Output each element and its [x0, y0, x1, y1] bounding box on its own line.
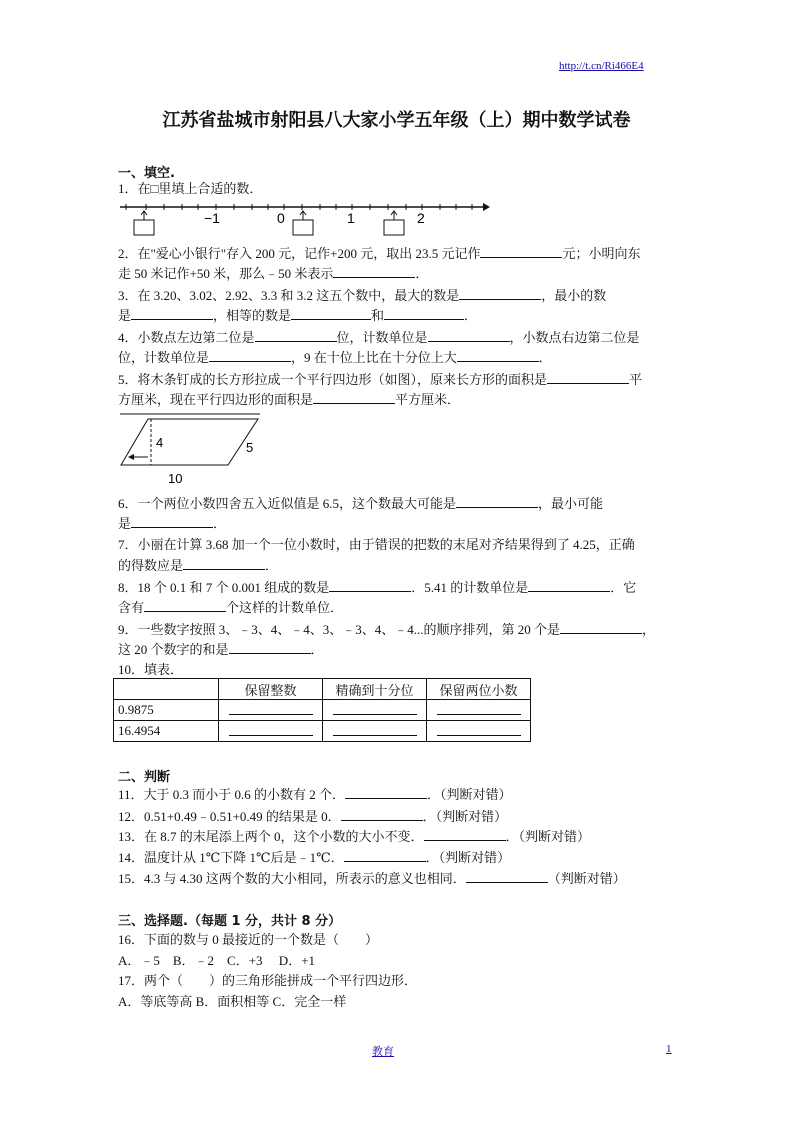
table-header-cell: 保留整数	[219, 679, 323, 700]
table-row	[114, 721, 531, 742]
header-url-link[interactable]: http://t.cn/Ri466E4	[559, 60, 644, 72]
answer-blank[interactable]	[341, 806, 423, 821]
section-heading-choice: 三、选择题.（每题 1 分，共计 8 分）	[118, 914, 342, 929]
table-row-label: 16.4954	[114, 721, 219, 742]
question-3-line-2: 是 ，相等的数是 和 ．	[118, 305, 477, 326]
question-12: 12．0.51+0.49﹣0.51+0.49 的结果是 0． ．（判断对错）	[118, 806, 507, 827]
answer-blank[interactable]	[333, 702, 417, 715]
answer-blank[interactable]	[437, 702, 521, 715]
rounding-table	[113, 678, 531, 742]
number-line-label-1: 1	[347, 210, 355, 226]
answer-blank[interactable]	[255, 327, 337, 342]
question-5-line-1: 5．将木条钉成的长方形拉成一个平行四边形（如图），原来长方形的面积是 平	[118, 369, 642, 390]
answer-blank[interactable]	[229, 702, 313, 715]
question-4-line-2: 位，计数单位是 ，9 在十位上比在十分位上大 ．	[118, 347, 552, 368]
question-13: 13．在 8.7 的末尾添上两个 0，这个小数的大小不变． ．（判断对错）	[118, 826, 590, 847]
answer-blank[interactable]	[291, 305, 371, 320]
answer-blank[interactable]	[131, 305, 213, 320]
answer-blank[interactable]	[209, 347, 291, 362]
answer-blank[interactable]	[144, 597, 226, 612]
answer-blank[interactable]	[229, 639, 311, 654]
answer-blank[interactable]	[547, 369, 629, 384]
question-4-line-1: 4．小数点左边第二位是 位，计数单位是 ，小数点右边第二位是	[118, 327, 640, 348]
number-line-label-neg1: −1	[204, 210, 220, 226]
page-number: 1	[666, 1043, 672, 1055]
answer-blank[interactable]	[229, 723, 313, 736]
answer-blank[interactable]	[528, 577, 610, 592]
question-2-line-1: 2．在"爱心小银行"存入 200 元，记作+200 元，取出 23.5 元记作 元；小明向东	[118, 243, 640, 264]
table-header-cell: 保留两位小数	[427, 679, 531, 700]
side-label: 5	[246, 440, 254, 455]
footer-link[interactable]: 教育	[372, 1046, 394, 1058]
answer-box-3	[384, 220, 404, 235]
question-14: 14．温度计从 1℃下降 1℃后是﹣1℃． ．（判断对错）	[118, 847, 510, 868]
answer-blank[interactable]	[456, 493, 538, 508]
base-label: 10	[168, 471, 183, 486]
parallelogram-shape	[121, 419, 258, 465]
table-header-cell	[114, 679, 219, 700]
table-row	[114, 700, 531, 721]
question-8-line-2: 含有 个这样的计数单位．	[118, 597, 343, 618]
answer-blank[interactable]	[480, 243, 562, 258]
answer-blank[interactable]	[424, 826, 506, 841]
page-title: 江苏省盐城市射阳县八大家小学五年级（上）期中数学试卷	[162, 110, 631, 131]
answer-blank[interactable]	[459, 285, 541, 300]
answer-blank[interactable]	[560, 619, 642, 634]
question-3-line-1: 3．在 3.20、3.02、2.92、3.3 和 3.2 这五个数中，最大的数是 ，最小的数	[118, 285, 606, 306]
question-9-line-2: 这 20 个数字的和是 ．	[118, 639, 324, 660]
question-7-line-2: 的得数应是 ．	[118, 555, 278, 576]
table-header-row	[114, 679, 531, 700]
question-17-options: A．等底等高 B．面积相等 C．完全一样	[118, 994, 347, 1009]
answer-blank[interactable]	[333, 723, 417, 736]
question-5-line-2: 方厘米，现在平行四边形的面积是 平方厘米．	[118, 389, 460, 410]
question-17: 17．两个（ ）的三角形能拼成一个平行四边形．	[118, 973, 418, 988]
answer-blank[interactable]	[131, 513, 213, 528]
question-16-options: A．﹣5 B．﹣2 C．+3 D．+1	[118, 953, 316, 968]
section-heading-judge: 二、判断	[118, 770, 171, 785]
slide-arrowhead	[128, 454, 134, 460]
question-8-line-1: 8．18 个 0.1 和 7 个 0.001 组成的数是 ．5.41 的计数单位是 ．它	[118, 577, 636, 598]
question-7-line-1: 7．小丽在计算 3.68 加一个一位小数时，由于错误的把数的末尾对齐结果得到了 4.25，正确	[118, 537, 635, 552]
parallelogram-figure	[118, 410, 268, 486]
question-2-line-2: 走 50 米记作+50 米，那么﹣50 米表示 ．	[118, 263, 428, 284]
question-9-line-1: 9．一些数字按照 3、﹣3、4、﹣4、3、﹣3、4、﹣4...的顺序排列，第 20 个是 ，	[118, 619, 655, 640]
answer-blank[interactable]	[345, 784, 427, 799]
answer-blank[interactable]	[384, 305, 464, 320]
table-header-cell: 精确到十分位	[323, 679, 427, 700]
question-10: 10．填表．	[118, 662, 184, 677]
answer-blank[interactable]	[428, 327, 510, 342]
number-line-arrowhead	[483, 203, 490, 211]
height-label: 4	[156, 435, 164, 450]
number-line-figure	[118, 198, 490, 238]
answer-blank[interactable]	[457, 347, 539, 362]
question-6-line-1: 6．一个两位小数四舍五入近似值是 6.5，这个数最大可能是 ，最小可能	[118, 493, 603, 514]
answer-blank[interactable]	[333, 263, 415, 278]
answer-box-1	[134, 220, 154, 235]
question-6-line-2: 是 ．	[118, 513, 226, 534]
answer-blank[interactable]	[329, 577, 411, 592]
question-1: 1．在□里填上合适的数．	[118, 181, 263, 196]
question-16: 16．下面的数与 0 最接近的一个数是（ ）	[118, 932, 379, 947]
number-line-label-2: 2	[417, 210, 425, 226]
answer-box-2	[293, 220, 313, 235]
answer-blank[interactable]	[183, 555, 265, 570]
answer-blank[interactable]	[437, 723, 521, 736]
section-heading-fill: 一、填空.	[118, 166, 175, 181]
question-11: 11．大于 0.3 而小于 0.6 的小数有 2 个． ．（判断对错）	[118, 784, 512, 805]
question-15: 15．4.3 与 4.30 这两个数的大小相同，所表示的意义也相同． （判断对错）	[118, 868, 626, 889]
answer-blank[interactable]	[466, 868, 548, 883]
table-row-label: 0.9875	[114, 700, 219, 721]
answer-blank[interactable]	[344, 847, 426, 862]
number-line-label-0: 0	[277, 210, 285, 226]
answer-blank[interactable]	[313, 389, 395, 404]
